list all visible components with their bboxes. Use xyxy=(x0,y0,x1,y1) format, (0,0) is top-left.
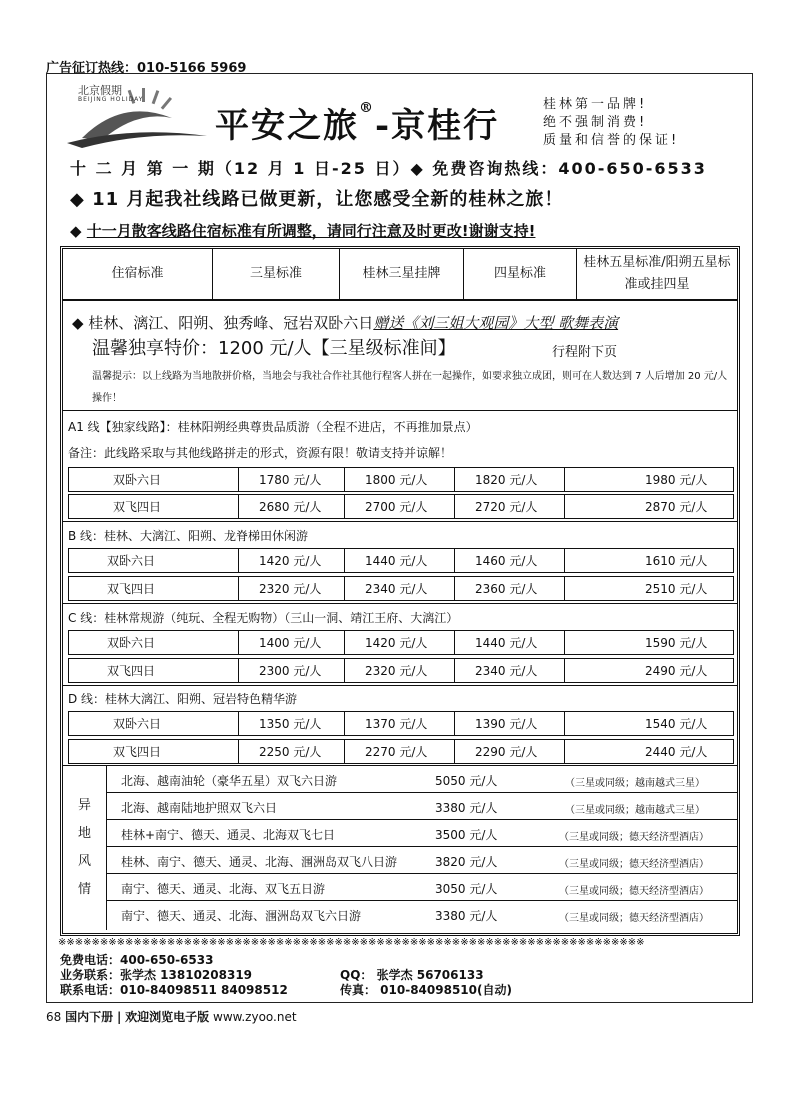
page-number: 68 xyxy=(46,1010,62,1024)
divider xyxy=(63,603,737,604)
foreign-note: （三星或同级；越南越式三星） xyxy=(565,778,705,789)
table-row xyxy=(68,711,734,736)
price-cell: 2700 元/人 xyxy=(344,494,454,519)
brand-name: 平安之旅 xyxy=(215,106,359,146)
price-cell: 2340 元/人 xyxy=(454,658,564,683)
foreign-row xyxy=(107,793,737,820)
line-d-title: D 线：桂林大漓江、阳朔、冠岩特色精华游 xyxy=(68,692,298,706)
table-row xyxy=(68,548,734,573)
slogan-line: 绝不强制消费! xyxy=(543,115,648,130)
promo-gift: 赠送《刘三姐大观园》大型 歌舞表演 xyxy=(373,314,619,332)
foreign-route: 桂林、南宁、德天、通灵、北海、涠洲岛双飞八日游 xyxy=(121,855,398,869)
price-cell: 2870 元/人 xyxy=(564,494,734,519)
star-divider: ※※※※※※※※※※※※※※※※※※※※※※※※※※※※※※※※※※※※※※※※※※※※※※※※※※※※※※※※※※※※※※※※※※※※※※ xyxy=(58,937,645,948)
table-row xyxy=(68,494,734,519)
price-cell: 1370 元/人 xyxy=(344,711,454,736)
foreign-note: （三星或同级；德天经济型酒店） xyxy=(559,913,709,924)
price-cell: 1610 元/人 xyxy=(564,548,734,573)
brand-suffix: -京桂行 xyxy=(375,106,500,146)
line-a1-title: A1 线【独家线路】：桂林阳朔经典尊贵品质游（全程不进店，不再推加景点） xyxy=(68,420,478,434)
foreign-row xyxy=(107,901,737,928)
row-label: 双卧六日 xyxy=(68,630,238,655)
route-update-notice: ◆ 11 月起我社线路已做更新，让您感受全新的桂林之旅！ xyxy=(70,189,564,210)
row-label: 双卧六日 xyxy=(68,467,238,492)
slogan-line: 桂林第一品牌! xyxy=(543,97,648,112)
free-phone: 免费电话：400-650-6533 xyxy=(60,953,214,967)
foreign-row xyxy=(107,820,737,847)
row-label: 双卧六日 xyxy=(68,711,238,736)
slogan-line: 质量和信誉的保证! xyxy=(543,133,680,148)
foreign-route: 北海、越南陆地护照双飞六日 xyxy=(121,801,278,815)
foreign-price: 3380 元/人 xyxy=(435,801,498,815)
foreign-row xyxy=(107,847,737,874)
price-cell: 1800 元/人 xyxy=(344,467,454,492)
price-cell: 1820 元/人 xyxy=(454,467,564,492)
price-cell: 2680 元/人 xyxy=(238,494,344,519)
price-cell: 1440 元/人 xyxy=(454,630,564,655)
price-cell: 2440 元/人 xyxy=(564,739,734,764)
foreign-price: 5050 元/人 xyxy=(435,774,498,788)
table-header xyxy=(63,249,737,301)
row-label: 双飞四日 xyxy=(68,739,238,764)
price-cell: 1980 元/人 xyxy=(564,467,734,492)
divider xyxy=(63,685,737,686)
price-cell: 2320 元/人 xyxy=(344,658,454,683)
divider xyxy=(63,521,737,522)
foreign-route: 北海、越南油轮（豪华五星）双飞六日游 xyxy=(121,774,338,788)
foreign-price: 3050 元/人 xyxy=(435,882,498,896)
foreign-price: 3380 元/人 xyxy=(435,909,498,923)
footer-separator: | xyxy=(116,1010,122,1024)
promo-tip: 温馨提示：以上线路为当地散拼价格，当地会与我社合作社其他行程客人拼在一起操作，如要求独立成团，则可在人数达到 7 人后增加 20 元/人操作！ xyxy=(92,371,728,404)
price-cell: 1420 元/人 xyxy=(344,630,454,655)
label-char: 风 xyxy=(77,854,91,869)
promo-note: 行程附下页 xyxy=(552,345,618,360)
price-cell: 1590 元/人 xyxy=(564,630,734,655)
header-cell: 桂林五星标准/阳朔五星标准或挂四星 xyxy=(583,255,731,292)
section-name: 国内下册 xyxy=(65,1010,114,1024)
business-contact: 业务联系：张学杰 13810208319 xyxy=(60,968,253,982)
price-cell: 1350 元/人 xyxy=(238,711,344,736)
price-cell: 1390 元/人 xyxy=(454,711,564,736)
row-label: 双飞四日 xyxy=(68,658,238,683)
foreign-price: 3820 元/人 xyxy=(435,855,498,869)
label-char: 异 xyxy=(77,798,91,813)
price-cell: 2490 元/人 xyxy=(564,658,734,683)
row-label: 双飞四日 xyxy=(68,494,238,519)
price-cell: 2720 元/人 xyxy=(454,494,564,519)
foreign-note: （三星或同级；德天经济型酒店） xyxy=(559,886,709,897)
table-row xyxy=(68,658,734,683)
promo-title xyxy=(72,312,618,333)
ad-hotline: 广告征订热线：010-5166 5969 xyxy=(46,61,247,76)
contact-phone: 联系电话：010-84098511 84098512 xyxy=(60,983,288,997)
line-b-title: B 线：桂林、大漓江、阳朔、龙脊梯田休闲游 xyxy=(68,529,309,543)
label-char: 情 xyxy=(77,882,91,897)
price-cell: 1460 元/人 xyxy=(454,548,564,573)
header-cell: 四星标准 xyxy=(464,249,577,299)
line-a1-remark: 备注：此线路采取与其他线路拼走的形式，资源有限！敬请支持并谅解！ xyxy=(68,446,453,460)
price-cell: 2250 元/人 xyxy=(238,739,344,764)
price-cell: 2290 元/人 xyxy=(454,739,564,764)
table-row xyxy=(68,576,734,601)
foreign-row xyxy=(107,874,737,901)
footer-slogan: 欢迎浏览电子版 xyxy=(125,1010,210,1024)
brand-title xyxy=(215,98,499,147)
accommodation-notice xyxy=(70,220,535,241)
foreign-route: 南宁、德天、通灵、北海、双飞五日游 xyxy=(121,882,326,896)
foreign-note: （三星或同级；德天经济型酒店） xyxy=(559,859,709,870)
divider xyxy=(63,410,737,411)
row-label: 双卧六日 xyxy=(68,548,238,573)
foreign-row xyxy=(107,766,737,793)
foreign-route: 桂林+南宁、德天、通灵、北海双飞七日 xyxy=(121,828,336,842)
registered-mark: ® xyxy=(359,100,375,116)
table-row xyxy=(68,739,734,764)
price-cell: 1420 元/人 xyxy=(238,548,344,573)
price-cell: 2510 元/人 xyxy=(564,576,734,601)
price-cell: 2270 元/人 xyxy=(344,739,454,764)
line-c-title: C 线：桂林常规游（纯玩、全程无购物）（三山一洞、靖江王府、大漓江） xyxy=(68,611,459,625)
logo-chinese: 北京假期 xyxy=(78,84,122,97)
accommodation-notice-text: 十一月散客线路住宿标准有所调整，请同行注意及时更改!谢谢支持! xyxy=(86,222,536,240)
foreign-note: （三星或同级；越南越式三星） xyxy=(565,805,705,816)
promo-price: 温馨独享特价：1200 元/人【三星级标准间】 xyxy=(92,338,456,359)
table-row xyxy=(68,630,734,655)
period-hotline: 十 二 月 第 一 期（12 月 1 日-25 日）◆ 免费咨询热线：400-650-6533 xyxy=(70,159,707,178)
bullet: ◆ xyxy=(70,222,82,240)
price-cell: 2320 元/人 xyxy=(238,576,344,601)
page-footer xyxy=(46,1008,297,1025)
foreign-section-label xyxy=(63,766,107,930)
slogan xyxy=(543,96,679,150)
foreign-route: 南宁、德天、通灵、北海、涠洲岛双飞六日游 xyxy=(121,909,362,923)
price-cell: 1440 元/人 xyxy=(344,548,454,573)
price-cell: 1540 元/人 xyxy=(564,711,734,736)
logo-english: BEIJING HOLIDAY xyxy=(78,96,144,103)
price-cell: 2360 元/人 xyxy=(454,576,564,601)
header-cell: 桂林三星挂牌 xyxy=(340,249,464,299)
row-label: 双飞四日 xyxy=(68,576,238,601)
price-cell: 2340 元/人 xyxy=(344,576,454,601)
promo-route: ◆ 桂林、漓江、阳朔、独秀峰、冠岩双卧六日 xyxy=(72,314,374,332)
header-cell: 住宿标准 xyxy=(63,249,213,299)
price-cell: 1400 元/人 xyxy=(238,630,344,655)
fax: 传真： 010-84098510(自动) xyxy=(340,983,512,997)
foreign-note: （三星或同级；德天经济型酒店） xyxy=(559,832,709,843)
price-cell: 1780 元/人 xyxy=(238,467,344,492)
price-cell: 2300 元/人 xyxy=(238,658,344,683)
header-cell: 三星标准 xyxy=(213,249,340,299)
foreign-price: 3500 元/人 xyxy=(435,828,498,842)
label-char: 地 xyxy=(77,826,91,841)
footer-url[interactable]: www.zyoo.net xyxy=(213,1010,297,1024)
qq-contact: QQ： 张学杰 56706133 xyxy=(340,968,484,982)
table-row xyxy=(68,467,734,492)
